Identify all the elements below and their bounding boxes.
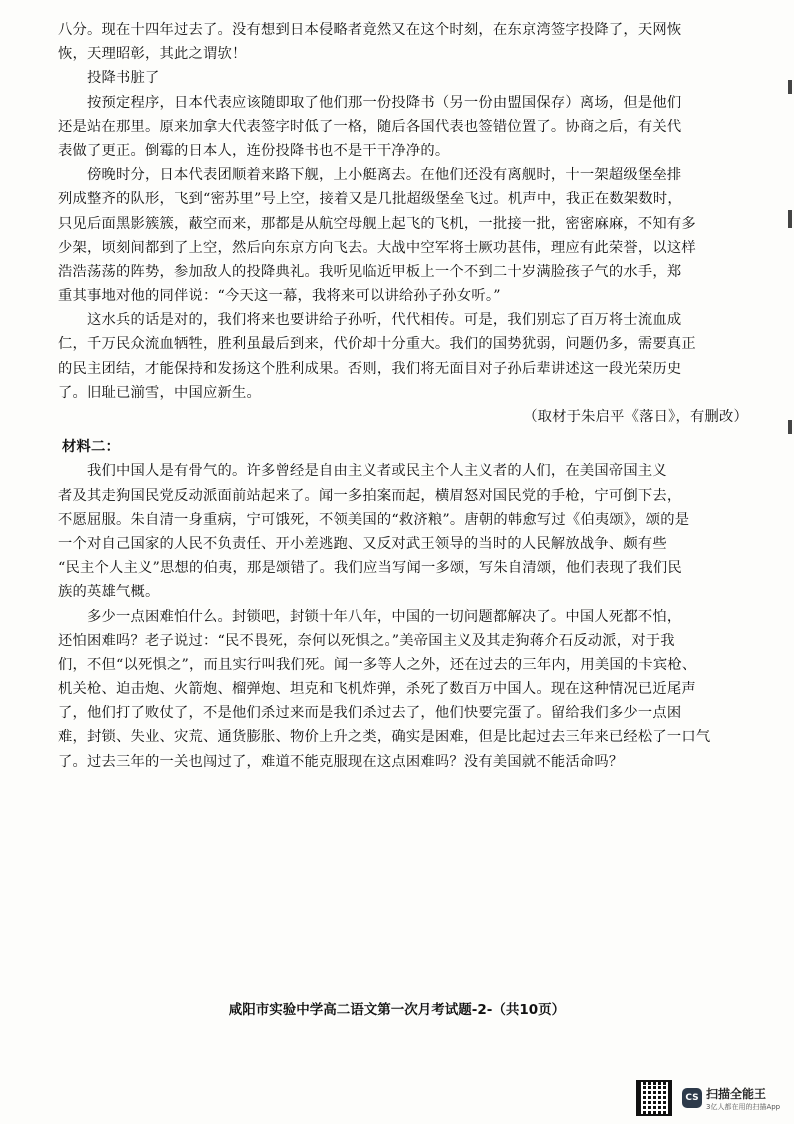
- text-line: 了。旧耻已湔雪，中国应新生。: [58, 384, 261, 401]
- scanner-watermark: [636, 1078, 786, 1118]
- text-line: 这水兵的话是对的，我们将来也要讲给子孙听，代代相传。可是，我们别忘了百万将士流血成: [87, 312, 682, 329]
- text-line: 难，封锁、失业、灾荒、通货膨胀、物价上升之类，确实是困难，但是比起过去三年来已经松了一口气: [58, 729, 711, 746]
- text-line: 按预定程序，日本代表应该随即取了他们那一份投降书（另一份由盟国保存）离场，但是他们: [87, 94, 682, 111]
- body-text: [58, 18, 748, 774]
- text-line: 仁，千万民众流血牺牲，胜利虽最后到来，代价却十分重大。我们的国势犹弱，问题仍多，需要真正: [58, 336, 696, 353]
- text-line: 的民主团结，才能保持和发扬这个胜利成果。否则，我们将无面目对子孙后辈讲述这一段光荣历史: [58, 360, 682, 377]
- text-line: 只见后面黑影簇簇，蔽空而来，那都是从航空母舰上起飞的飞机，一批接一批，密密麻麻，不知有多: [58, 215, 696, 232]
- qr-code-icon: [636, 1080, 672, 1116]
- material-two-heading: 材料二：: [62, 439, 120, 456]
- text-line: 多少一点困难怕什么。封锁吧，封锁十年八年，中国的一切问题都解决了。中国人死都不怕，: [87, 608, 682, 625]
- text-line: 不愿屈服。朱自清一身重病，宁可饿死，不领美国的“救济粮”。唐朝的韩愈写过《伯夷颂》，颂的是: [58, 511, 690, 528]
- text-line: “民主个人主义”思想的伯夷，那是颂错了。我们应当写闻一多颂，写朱自清颂，他们表现了我们民: [58, 560, 682, 577]
- scanner-name: 扫描全能王: [706, 1086, 767, 1101]
- source-citation: （取材于朱启平《落日》，有删改）: [523, 409, 748, 425]
- text-line: 们，不但“以死惧之”，而且实行叫我们死。闻一多等人之外，还在过去的三年内，用美国的卡宾枪、: [58, 656, 697, 673]
- text-line: 少架，顷刻间都到了上空，然后向东京方向飞去。大战中空军将士厥功甚伟，理应有此荣誉，以这样: [58, 239, 696, 256]
- text-line: 列成整齐的队形，飞到“密苏里”号上空，接着又是几批超级堡垒飞过。机声中，我正在数架数时，: [58, 191, 682, 208]
- scan-edge-mark: [788, 210, 792, 228]
- scan-edge-mark: [788, 420, 792, 434]
- text-line: 重其事地对他的同伴说：“今天这一幕，我将来可以讲给孙子孙女听。”: [58, 288, 501, 305]
- text-line: 我们中国人是有骨气的。许多曾经是自由主义者或民主个人主义者的人们，在美国帝国主义: [87, 463, 667, 480]
- scanner-tagline: 3亿人都在用的扫描App: [706, 1102, 781, 1111]
- page-footer: 咸阳市实验中学高二语文第一次月考试题-2-（共10页）: [228, 1002, 566, 1018]
- text-line: 了，他们打了败仗了，不是他们杀过来而是我们杀过去了，他们快要完蛋了。留给我们多少一点困: [58, 705, 682, 722]
- text-line: 了。过去三年的一关也闯过了，难道不能克服现在这点困难吗？没有美国就不能活命吗？: [58, 753, 624, 770]
- scan-edge-mark: [788, 80, 792, 94]
- text-line: 浩浩荡荡的阵势，参加敌人的投降典礼。我听见临近甲板上一个不到二十岁满脸孩子气的水手，郑: [58, 263, 682, 280]
- text-line: 八分。现在十四年过去了。没有想到日本侵略者竟然又在这个时刻，在东京湾签字投降了，天网恢: [58, 22, 682, 38]
- section-subheading: 投降书脏了: [87, 70, 160, 87]
- text-line: 表做了更正。倒霉的日本人，连份投降书也不是干干净净的。: [58, 142, 450, 159]
- text-line: 傍晚时分，日本代表团顺着来路下舰，上小艇离去。在他们还没有离舰时，十一架超级堡垒排: [87, 167, 682, 184]
- text-line: 机关枪、迫击炮、火箭炮、榴弹炮、坦克和飞机炸弹，杀死了数百万中国人。现在这种情况已近尾声: [58, 681, 696, 698]
- text-line: 者及其走狗国民党反动派面前站起来了。闻一多拍案而起，横眉怒对国民党的手枪，宁可倒下去，: [58, 487, 682, 504]
- text-line: 一个对自己国家的人民不负责任、开小差逃跑、又反对武王领导的当时的人民解放战争、颇有些: [58, 535, 667, 552]
- scanner-brand: [706, 1085, 780, 1112]
- camscanner-logo-icon: CS: [682, 1088, 702, 1108]
- text-line: 恢，天理昭彰，其此之谓欤！: [58, 46, 247, 63]
- text-line: 族的英雄气概。: [58, 584, 160, 601]
- text-line: 还是站在那里。原来加拿大代表签字时低了一格，随后各国代表也签错位置了。协商之后，有关代: [58, 118, 682, 135]
- text-line: 还怕困难吗？老子说过：“民不畏死，奈何以死惧之。”美帝国主义及其走狗蒋介石反动派，对于我: [58, 632, 675, 649]
